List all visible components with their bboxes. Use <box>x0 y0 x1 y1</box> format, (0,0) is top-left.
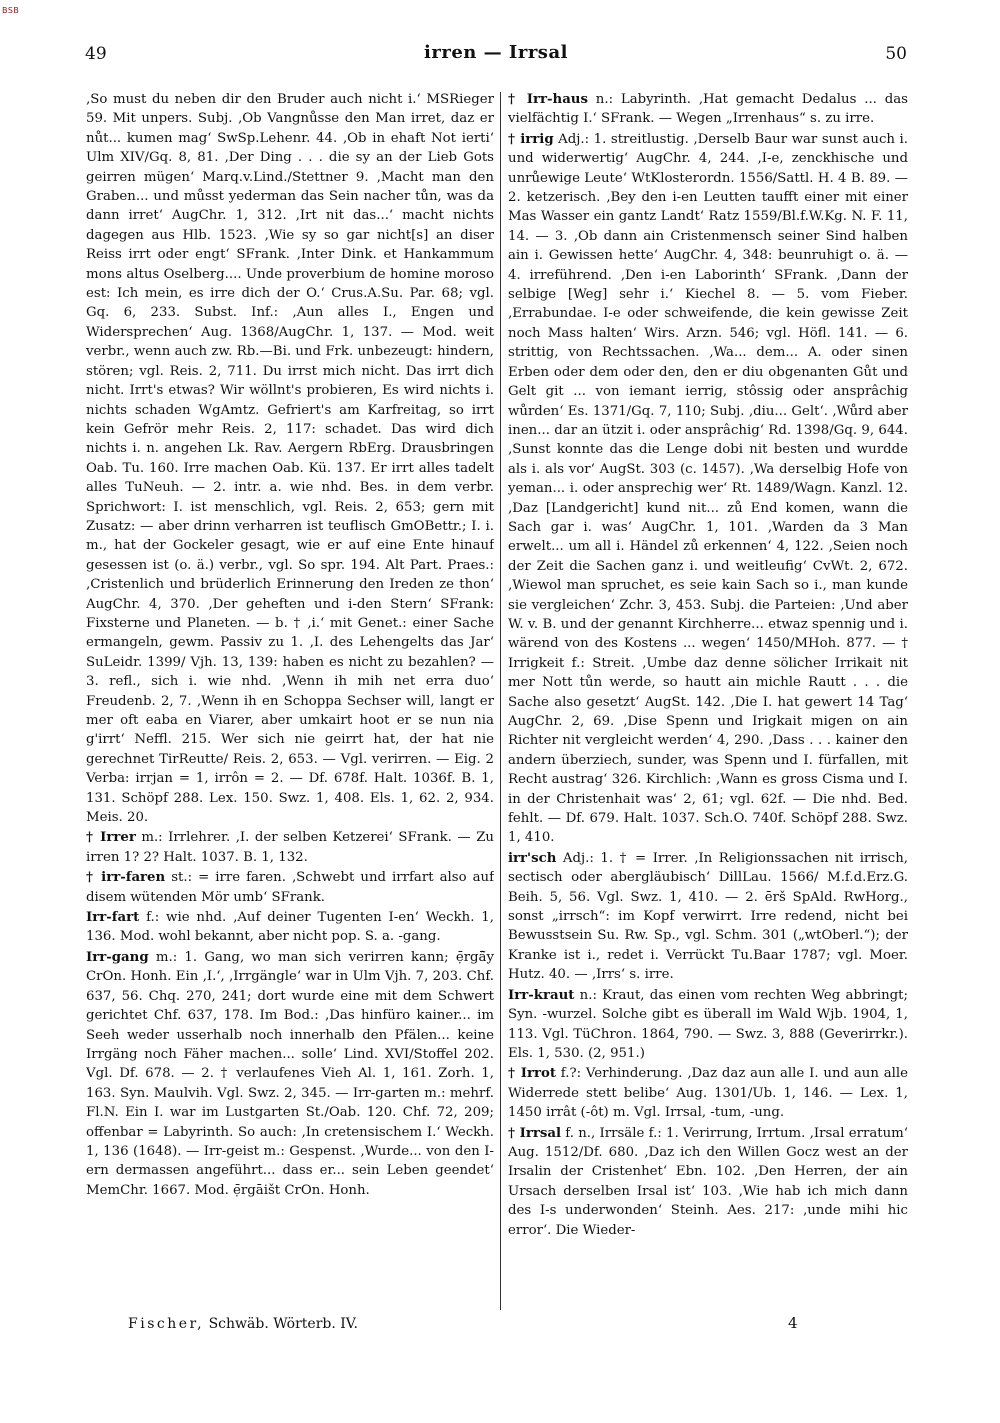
entry-paragraph <box>508 849 908 985</box>
entry-lemma: † Irr-haus <box>508 92 588 107</box>
entry-lemma: † irr-faren <box>86 870 166 886</box>
entry-text: st.: = irre faren. ‚Schwebt und irrfart also auf disem wütenden Mör umb‘ SFrank. <box>86 870 494 905</box>
entry-paragraph <box>508 1124 908 1240</box>
entry-lemma: Irr-fart <box>86 910 140 926</box>
entry-lemma: Irr-gang <box>86 949 149 965</box>
entry-lemma: † Irrsal <box>508 1125 562 1141</box>
entry-text: ‚So must du neben dir den Bruder auch nicht i.‘ MSRieger 59. Mit unpers. Subj. ‚Ob Vangnůsse den Man irret, daz er nůt... kumen mag‘ SwSp.Lehenr. 44. ‚Ob in ehaft Not ierti‘ Ulm XIV/Gq. 8, 81. ‚Der Ding . . . die sy an der Lieb Gots geirren mügen‘ Marq.v.Lind./Stettner 9. ‚Macht man den Graben... und můsst yederman das Sein nacher tůn, was da dann irret‘ AugChr. 1, 312. ‚Irt nit das...‘ macht nichts dagegen aus Hlb. 1523. ‚Wie sy so gar nicht[s] an diser Reiss irrt oder engt‘ SFrank. ‚Inter Dink. et Hankammum mons altus Oselberg.... Unde proverbium de homine moroso est: Ich mein, es irre dich der O.‘ Crus.A.Su. Par. 68; vgl. Gq. 6, 233. Subst. Inf.: ‚Aun alles I., Engen und Widersprechen‘ Aug. 1368/AugChr. 1, 137. — Mod. weit verbr., wenn auch zw. Rb.—Bi. und Frk. unbezeugt: hindern, stören; vgl. Reis. 2, 711. Du irrst mich nicht. Das irrt dich nicht. Irrt's etwas? Wir wöllnt's probieren, Es wird nichts i. nichts schaden WgAmtz. Gefriert's am Karfreitag, so irrt kein Gefrör mehr Reis. 2, 117: schadet. Das wird dich nichts i. n. angehen Lk. Rav. Aergern RbErg. Drausbringen Oab. Tu. 160. Irre machen Oab. Kü. 137. Er irrt alles tadelt alles TuNeuh. — 2. intr. a. wie nhd. Bes. in dem verbr. Sprichwort: I. ist menschlich, vgl. Reis. 2, 653; gern mit Zusatz: — aber drinn verharren ist teuflisch GmOBettr.; I. i. m., hat der Gockeler gesagt, wie er auf eine Ente hinauf gesessen ist (o. ä.) verbr., vgl. So spr. 194. Alt Part. Praes.: ‚Cristenlich und brüderlich Erinnerung den Ireden ze thon‘ AugChr. 4, 370. ‚Der geheften und i-den Stern‘ SFrank: Fixsterne und Planeten. — b. † ‚i.‘ mit Genet.: einer Sache ermangeln, gewm. Passiv zu 1. ‚I. des Lehengelts das Jar‘ SuLeidr. 1399/ Vjh. 13, 139: haben es nicht zu bezahlen? — 3. refl., sich i. wie nhd. ‚Wenn ih mih net erra duo‘ Freudenb. 2, 7. ‚Wenn ih en Schoppa Sechser will, langt er mer oft eaba en Viarer, aber umkairt hoot er se nun nia g'irrt‘ Neffl. 215. Wer sich nie geirrt hat, der hat nie gerechnet TirReutte/ Reis. 2, 653. — Vgl. verirren. — Eig. 2 Verba: irrjan = 1, irrôn = 2. — Df. 678f. Halt. 1036f. B. 1, 131. Schöpf 288. Lex. 150. Swz. 1, 408. Els. 1, 62. 2, 934. Meis. 20. <box>86 92 494 826</box>
entry-paragraph <box>86 828 494 867</box>
footer-imprint <box>128 1316 358 1332</box>
entry-text: Adj.: 1. † = Irrer. ‚In Religionssachen nit irrisch, sectisch oder abergläubisch‘ DillLau. 1566/ M.f.d.Erz.G. Beih. 5, 56. Vgl. Swz. 1, 410. — 2. ērš SpAld. RwHorg., sonst „irrsch“: im Kopf verwirrt. Irre redend, nicht bei Bewusstsein Su. Rw. Sp., vgl. Schm. 301 („wtOberl.“); der Kranke ist i., redet i. Verrückt Tu.Baar 1787; vgl. Moer. Hutz. 40. — ‚Irrs‘ s. irre. <box>508 850 908 983</box>
entry-text: f.?: Verhinderung. ‚Daz daz aun alle I. und aun alle Widerrede stett belibe‘ Aug. 1301/Ub. 1, 146. — Lex. 1, 1450 irrât (-ôt) m. Vgl. Irrsal, -tum, -ung. <box>508 1066 908 1121</box>
entry-paragraph <box>86 90 494 827</box>
entry-lemma: † Irrot <box>508 1066 556 1082</box>
entry-lemma: irr'sch <box>508 850 557 866</box>
entry-paragraph <box>508 130 908 848</box>
library-stamp: BSB <box>2 6 20 15</box>
entry-paragraph <box>86 948 494 1200</box>
entry-lemma: † irrig <box>508 131 554 147</box>
page-header <box>85 44 907 74</box>
page-number-right: 50 <box>885 44 907 64</box>
entry-text: m.: Irrlehrer. ‚I. der selben Ketzerei‘ SFrank. — Zu irren 1? 2? Halt. 1037. B. 1, 132. <box>86 830 494 865</box>
left-column <box>86 90 494 1310</box>
column-divider <box>500 92 501 1310</box>
entry-lemma: † Irrer <box>86 830 136 846</box>
right-column <box>508 90 908 1310</box>
entry-text: f. n., Irrsäle f.: 1. Verirrung, Irrtum. ‚Irsal erratum‘ Aug. 1512/Df. 680. ‚Daz ich den Willen Gocz west an der Irsalin der Cristenhet‘ Ebn. 102. ‚Den Herren, der ain Ursach derselben Irsal ist‘ 103. ‚Wie hab ich mich dann des I-s underwonden‘ Steinh. Aes. 217: ‚unde mihi hic error‘. Die Wieder- <box>508 1125 908 1238</box>
entry-text: m.: 1. Gang, wo man sich verirren kann; ẹ̄rgā̃y CrOn. Honh. Ein ‚I.‘, ‚Irrgängle‘ war in Ulm Vjh. 7, 203. Chf. 637, 56. Chq. 270, 241; dort wurde eine mit dem Schwert gerichtet Chf. 637, 178. Im Bod.: ‚Das hinfüro kainer... im Seeh weder usserhalb noch innerhalb den Pfälen... keine Irrgäng noch Fäher machen... solle‘ Lind. XVI/Stoffel 202. Vgl. Df. 678. — 2. † verlaufenes Vieh Al. 1, 161. Zorh. 1, 163. Syn. Maulvih. Vgl. Swz. 2, 345. — Irr-garten m.: mehrf. Fl.N. Ein I. war im Lustgarten St./Oab. 120. Chf. 72, 209; offenbar = Labyrinth. So auch: ‚In cretensischem I.‘ Weckh. 1, 136 (1648). — Irr-geist m.: Gespenst. ‚Wurde... von den I-ern dermassen angeführt... dass er... sein Leben geendet‘ MemChr. 1667. Mod. ẹ̄rgāišt CrOn. Honh. <box>86 949 494 1198</box>
entry-paragraph <box>508 986 908 1064</box>
entry-text: n.: Labyrinth. ‚Hat gemacht Dedalus ... das vielfächtig I.‘ SFrank. — Wegen „Irrenhaus“ s. zu irre. <box>508 92 908 127</box>
entry-text: Adj.: 1. streitlustig. ‚Derselb Baur war sunst auch i. und widerwertig‘ AugChr. 4, 244. ‚I-e, zenckhische und unrůewige Leute‘ WtKlosterordn. 1556/Sattl. H. 4 B. 89. — 2. ketzerisch. ‚Bey den i-en Leutten taufft einer mit einer Mas Wasser ein gantz Landt‘ Ratz 1559/Bl.f.W.Kg. N. F. 11, 14. — 3. ‚Ob dann ain Cristenmensch seiner Sind halben ain i. Gewissen hette‘ AugChr. 4, 348: beunruhigt o. ä. — 4. irreführend. ‚Den i-en Laborinth‘ SFrank. ‚Dann der selbige [Weg] sehr i.‘ Kiechel 8. — 5. vom Fieber. ‚Errabundae. I-e oder schweifende, die kein gewisse Zeit noch Mass halten‘ Wirs. Arzn. 546; vgl. Höfl. 141. — 6. strittig, von Rechtssachen. ‚Wa... dem... A. oder sinen Erben oder dem oder den, den er diu obgenanten Gůt und Gelt git ... von iemant ierrig, stôssig oder ansprâchig wůrden‘ Es. 1371/Gq. 7, 110; Subj. ‚diu... Gelt‘. ‚Wůrd aber inen... dar an ützit i. oder ansprâchig‘ Rd. 1398/Gq. 9, 644. ‚Sunst konnte das die Lenge dobi nit besten und wurdde als i. als vor‘ AugSt. 303 (c. 1457). ‚Wa derselbig Hofe von yeman... i. oder ansprechig wer‘ Rt. 1489/Wagn. Kanzl. 12. ‚Daz [Landgericht] kund nit... zů End komen, wann die Sach gar i. was‘ AugChr. 1, 101. ‚Warden da 3 Man erwelt... um all i. Händel zů erkennen‘ 4, 122. ‚Seien noch der Zeit die Sachen ganz i. und weitleufig‘ CvWt. 2, 672. ‚Wiewol man spruchet, es seie kain Sach so i., man kunde sie vergleichen‘ Zchr. 3, 453. Subj. die Parteien: ‚Und aber W. v. B. und der genannt Kirchherre... etwaz spennig und i. wärend von des Kostens ... wegen‘ 1450/MHoh. 877. — † Irrigkeit f.: Streit. ‚Umbe daz denne sölicher Irrikait nit mer Nott tůn werde, so hautt ain michle Rautt . . . die Sache also gesetzt‘ AugSt. 142. ‚Die I. hat gewert 14 Tag‘ AugChr. 2, 69. ‚Dise Spenn und Irigkait migen on ain Richter nit vergleicht werden‘ 4, 290. ‚Dass . . . kainer den andern überziech, sunder, was Spenn und I. fürfallen, mit Recht austrag‘ 326. Kirchlich: ‚Wann es gross Cisma und I. in der Christenhait was‘ 2, 61; vgl. 62f. — Die nhd. Bed. fehlt. — Df. 679. Halt. 1037. Sch.O. 740f. Schöpf 288. Swz. 1, 410. <box>508 131 908 846</box>
sheet-signature: 4 <box>788 1314 798 1332</box>
entry-paragraph <box>86 868 494 907</box>
entry-text: n.: Kraut, das einen vom rechten Weg abbringt; Syn. -wurzel. Solche gibt es überall im Wald Wjb. 1904, 1, 113. Vgl. TüChron. 1864, 790. — Swz. 3, 888 (Geverirrkr.). Els. 1, 530. (2, 951.) <box>508 987 908 1061</box>
footer-title: Schwäb. Wörterb. IV. <box>208 1316 358 1332</box>
running-headwords: irren — Irrsal <box>424 42 568 63</box>
entry-lemma: Irr-kraut <box>508 987 575 1003</box>
footer-author: Fischer, <box>128 1316 205 1332</box>
entry-paragraph <box>508 90 908 129</box>
entry-paragraph <box>508 1064 908 1122</box>
entry-text: f.: wie nhd. ‚Auf deiner Tugenten I-en‘ Weckh. 1, 136. Mod. wohl bekannt, aber nicht pop. S. a. -gang. <box>86 910 494 945</box>
page-number-left: 49 <box>85 44 107 64</box>
entry-paragraph <box>86 908 494 947</box>
